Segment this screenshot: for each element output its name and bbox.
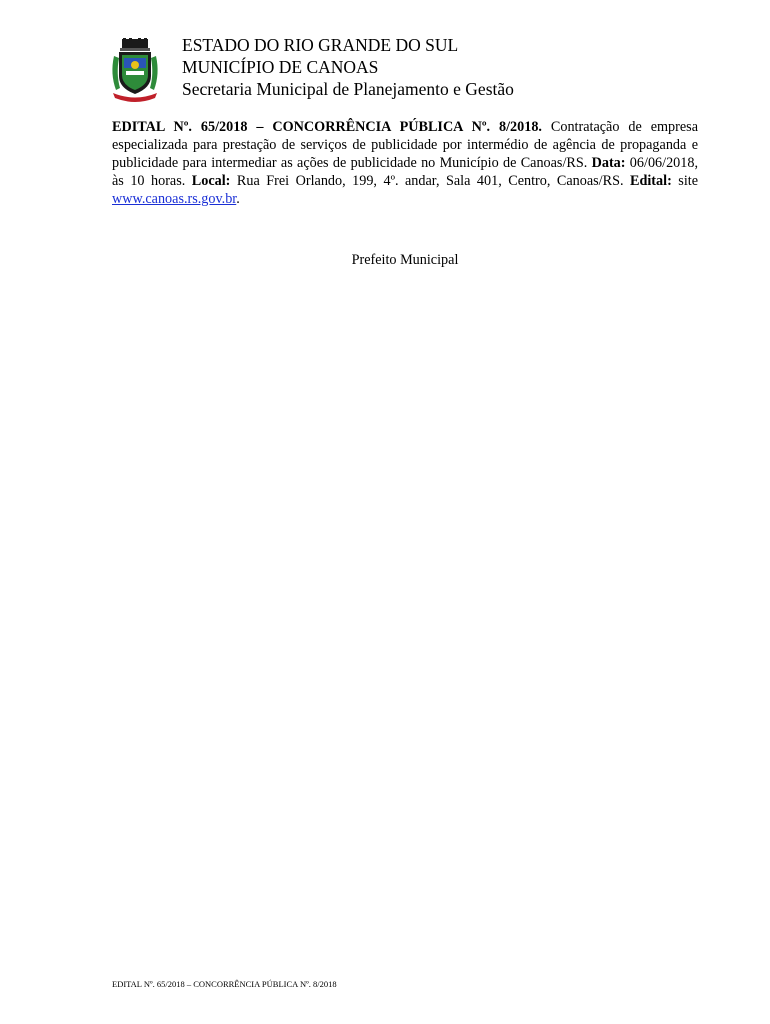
- edital-prefix: site: [671, 173, 698, 189]
- signature-line: Prefeito Municipal: [351, 252, 459, 268]
- department-name: Secretaria Municipal de Planejamento e Gestão: [182, 79, 514, 99]
- edital-website-link[interactable]: www.canoas.rs.gov.br: [112, 191, 237, 207]
- edital-suffix: .: [236, 191, 240, 207]
- date-label: Data:: [591, 155, 626, 171]
- page-footer: EDITAL Nº. 65/2018 – CONCORRÊNCIA PÚBLICA Nº. 8/2018: [112, 979, 337, 989]
- municipal-coat-of-arms-icon: [110, 38, 160, 102]
- edital-label: Edital:: [630, 173, 672, 189]
- header-block: [182, 34, 514, 100]
- state-name: ESTADO DO RIO GRANDE DO SUL: [182, 35, 459, 55]
- date-value: 06/06/2018, às 10 horas.: [112, 155, 698, 189]
- notice-paragraph: [112, 118, 698, 208]
- municipality-name: MUNICÍPIO DE CANOAS: [182, 57, 379, 77]
- location-label: Local:: [191, 173, 231, 189]
- location-value: Rua Frei Orlando, 199, 4º. andar, Sala 401, Centro, Canoas/RS.: [230, 173, 631, 189]
- notice-description: Contratação de empresa especializada para prestação de serviços de publicidade por intermédio de agência de propaganda e publicidade para intermediar as ações de publicidade no Município de Canoas/RS.: [112, 119, 698, 171]
- notice-title: EDITAL Nº. 65/2018 – CONCORRÊNCIA PÚBLICA Nº. 8/2018.: [112, 119, 542, 135]
